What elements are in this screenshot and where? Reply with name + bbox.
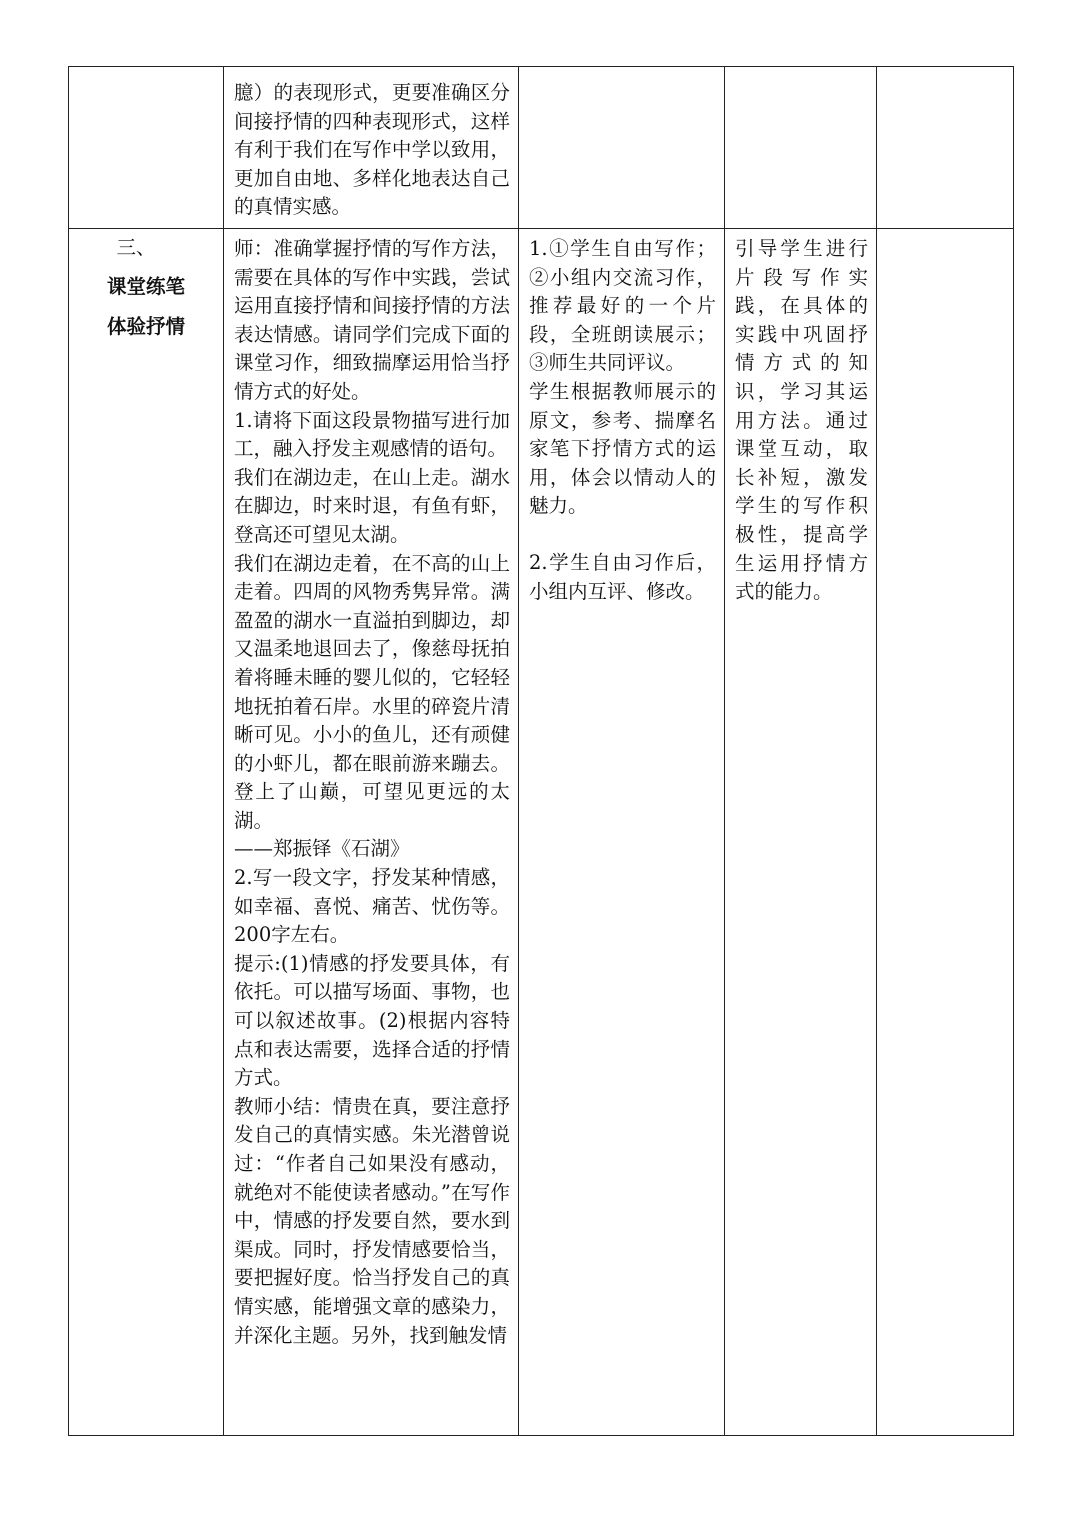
- teacher-paragraph: 1.请将下面这段景物描写进行加工，融入抒发主观感情的语句。: [234, 408, 510, 461]
- stage-number: 三、: [116, 236, 156, 259]
- stage-title-line: 体验抒情: [106, 315, 185, 338]
- lesson-plan-table: [68, 66, 1014, 1436]
- teacher-paragraph: ——郑振铎《石湖》: [234, 837, 410, 861]
- student-paragraph: 学生根据教师展示的原文，参考、揣摩名家笔下抒情方式的运用，体会以情动人的魅力。: [529, 379, 716, 518]
- student-paragraph: 1.①学生自由写作；②小组内交流习作，推荐最好的一个片段，全班朗读展示；③师生共同评议。: [529, 237, 716, 375]
- stage-title-line: 课堂练笔: [106, 275, 185, 298]
- student-activity-cell: [519, 67, 725, 229]
- notes-cell: [877, 229, 1014, 1436]
- student-activity-cell: [519, 229, 725, 1436]
- student-paragraph: 2.学生自由习作后，小组内互评、修改。: [529, 550, 716, 603]
- table-row: [69, 229, 1014, 1436]
- teacher-text: 臆）的表现形式，更要准确区分间接抒情的四种表现形式，这样有利于我们在写作中学以致用，更加自由地、多样化地表达自己的真情实感。: [234, 81, 510, 219]
- teacher-paragraph: 2.写一段文字，抒发某种情感，如幸福、喜悦、痛苦、忧伤等。200字左右。: [234, 866, 510, 947]
- teacher-paragraph: 我们在湖边走，在山上走。湖水在脚边，时来时退，有鱼有虾，登高还可望见太湖。: [234, 465, 510, 546]
- stage-cell: [69, 229, 224, 1436]
- design-intent-cell: [725, 229, 877, 1436]
- teacher-activity-cell: [224, 229, 519, 1436]
- teacher-activity-cell: [224, 67, 519, 229]
- design-intent-text: 引导学生进行片段写作实践，在具体的实践中巩固抒情方式的知识，学习其运用方法。通过课堂互动，取长补短，激发学生的写作积极性，提高学生运用抒情方式的能力。: [735, 237, 868, 604]
- teacher-paragraph: 我们在湖边走着，在不高的山上走着。四周的风物秀隽异常。满盈盈的湖水一直溢拍到脚边，却又温柔地退回去了，像慈母抚拍着将睡未睡的婴儿似的，它轻轻地抚拍着石岸。水里的碎瓷片清晰可见。小小的鱼儿，还有顽健的小虾儿，都在眼前游来蹦去。登上了山巅，可望见更远的太湖。: [234, 551, 510, 832]
- teacher-paragraph: 师：准确掌握抒情的写作方法，需要在具体的写作中实践，尝试运用直接抒情和间接抒情的方法表达情感。请同学们完成下面的课堂习作，细致揣摩运用恰当抒情方式的好处。: [234, 237, 510, 403]
- stage-cell: [69, 67, 224, 229]
- teacher-paragraph: 教师小结：情贵在真，要注意抒发自己的真情实感。朱光潜曾说过：“作者自己如果没有感动，就绝对不能使读者感动。”在写作中，情感的抒发要自然，要水到渠成。同时，抒发情感要恰当，要把握好度。恰当抒发自己的真情实感，能增强文章的感染力，并深化主题。另外，找到触发情: [234, 1094, 510, 1347]
- table-row: [69, 67, 1014, 229]
- design-intent-cell: [725, 67, 877, 229]
- notes-cell: [877, 67, 1014, 229]
- teacher-paragraph: 提示:(1)情感的抒发要具体，有依托。可以描写场面、事物，也可以叙述故事。(2)根据内容特点和表达需要，选择合适的抒情方式。: [234, 951, 510, 1090]
